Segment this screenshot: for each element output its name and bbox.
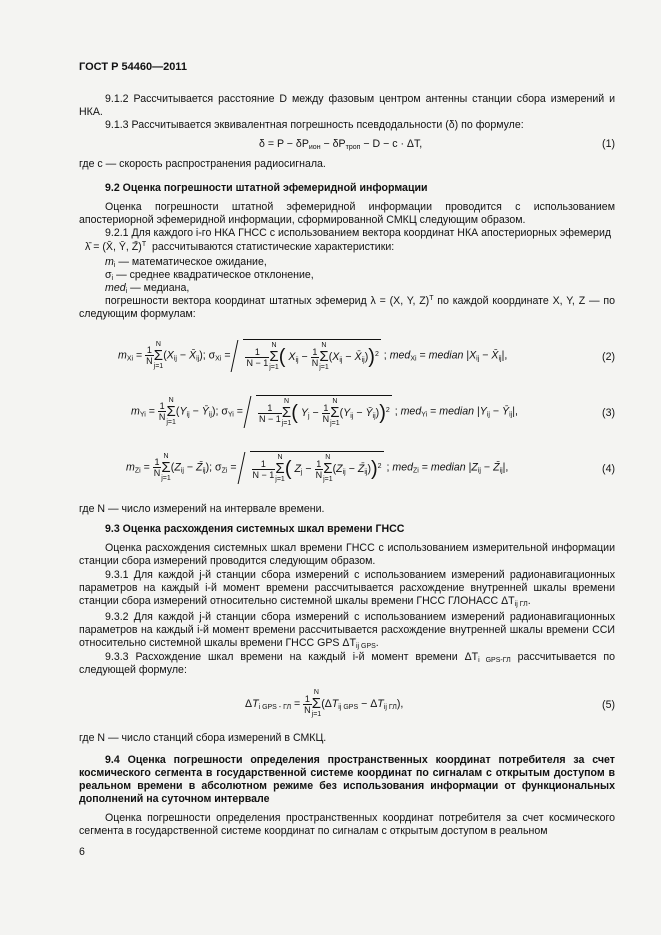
para-9-2-1-vector: погрешности вектора координат штатных эфемерид λ = (X, Y, Z)$^T$ по каждой координате X, Y, Z — по следующим формулам: bbox=[79, 295, 615, 320]
formula-3-number: (3) bbox=[602, 407, 615, 419]
formula-4-number: (4) bbox=[602, 463, 615, 475]
para-9-3-intro: Оценка расхождения системных шкал времени ГНСС с использованием измерительной информации станции сбора измерений проводится следующим образом. bbox=[79, 542, 615, 567]
para-9-2-1-cont: λ̄ = (X̄, Ȳ, Z̄)$^T$ рассчитываются статистические характеристики: bbox=[85, 241, 395, 253]
doc-code: ГОСТ Р 54460—2011 bbox=[79, 61, 187, 73]
formula-2 bbox=[79, 333, 615, 379]
heading-9-3: 9.3 Оценка расхождения системных шкал времени ГНСС bbox=[105, 523, 405, 535]
formula-4 bbox=[79, 445, 615, 491]
para-9-3-3: 9.3.3 Расхождение шкал времени на каждый i-й момент времени $\Delta T_{i GPS-ГЛ}$ рассчитывается по следующей формуле: bbox=[79, 651, 615, 676]
item-mean: $m_i$ — математическое ожидание, bbox=[105, 256, 267, 269]
item-median: med$_i$ — медиана, bbox=[105, 282, 190, 295]
formula-5-number: (5) bbox=[602, 699, 615, 711]
item-std: $\sigma_i$ — среднее квадратическое отклонение, bbox=[105, 269, 314, 282]
para-9-3-1: 9.3.1 Для каждой j-й станции сбора измерений с использованием измерений радионавигационных параметров на каждый i-й момент времени рассчитывается расхождение внутренней шкалы времени станции сбора измерений относительно системной шкалы времени ГНСС ГЛОНАСС $\Delta T_{ij ГЛ}$. bbox=[79, 569, 615, 608]
formula-5-expr: $\Delta T_{i GPS - ГЛ}$ = $\frac{1}{N}$ N Σ $j=1(\Delta T_{ij GPS} - \Delta T_{ij ГЛ})$, bbox=[245, 689, 404, 718]
where-c: где c — скорость распространения радиосигнала. bbox=[79, 158, 326, 170]
formula-1 bbox=[79, 134, 615, 156]
where-n: где N — число измерений на интервале времени. bbox=[79, 503, 325, 515]
formula-5 bbox=[79, 685, 615, 725]
formula-1-number: (1) bbox=[602, 138, 615, 150]
where-n-stations: где N — число станций сбора измерений в СМКЦ. bbox=[79, 732, 327, 744]
para-9-1-3: 9.1.3 Рассчитывается эквивалентная погрешность псевдодальности (δ) по формуле: bbox=[105, 119, 524, 131]
para-9-4: Оценка погрешности определения пространственных координат потребителя за счет космического сегмента в государственной системе координат по сигналам с открытым доступом в реальном bbox=[79, 812, 615, 837]
page-number: 6 bbox=[79, 846, 85, 858]
heading-9-2: 9.2 Оценка погрешности штатной эфемеридной информации bbox=[105, 182, 428, 194]
para-9-3-2: 9.3.2 Для каждой j-й станции сбора измерений с использованием измерений радионавигационных параметров на каждый i-й момент времени рассчитывается расхождение внутренней шкалы времени ССИ относительно системной шкалы времени ГНСС GPS $\Delta T_{ij GPS}$. bbox=[79, 611, 615, 650]
formula-3 bbox=[79, 389, 615, 435]
lambda-vector: λ̄ = (X̄, Ȳ, Z̄) bbox=[85, 241, 142, 253]
para-9-1-2: 9.1.2 Рассчитывается расстояние D между фазовым центром антенны станции сбора измерений и НКА. bbox=[79, 93, 615, 118]
formula-4-expr: $m_{Zi}$ = $\frac{1}{N}$ N Σ $j=1(Z_{ij}$ − $Z̄_{ij}$); $\sigma_{Zi}$ = $\frac{1}{N - 1}$ N Σ j=1( $Z_j$ − $\frac{1}{N}$ N Σ $j=1(Z_{ij}$ − $Z̄_{ij}))^2$ ; med$_{Zi}$ = median $|Z_{ij}$ − $Z̄_{ij}|$, bbox=[126, 452, 509, 483]
formula-1-expr: $\delta = P - \delta P_{ион} - \delta P_{троп} - D - c \cdot \Delta T$, bbox=[259, 138, 423, 151]
heading-9-4: 9.4 Оценка погрешности определения пространственных координат потребителя за счет космического сегмента в государственной системе координат по сигналам с открытым доступом в реальном времени в абсолютном режиме без использования информации от функциональных дополнений на суточном интервале bbox=[79, 754, 615, 805]
para-9-2-intro: Оценка погрешности штатной эфемеридной информации проводится с использованием апостериорной эфемеридной информации, сформированной СМКЦ следующим образом. bbox=[79, 201, 615, 226]
formula-3-expr: $m_{Yi}$ = $\frac{1}{N}$ N Σ $j=1(Y_{ij}$ − $Ȳ_{ij}$); $\sigma_{Yi}$ = $\frac{1}{N - 1}$ N Σ j=1( $Y_j$ − $\frac{1}{N}$ N Σ $j=1(Y_{ij}$ − $Ȳ_{ij}))^2$ ; med$_{Yi}$ = median $|Y_{ij}$ − $Ȳ_{ij}|$, bbox=[131, 396, 518, 427]
formula-2-expr: $m_{Xi}$ = $\frac{1}{N}$ N Σ $j=1(X_{ij}$ − $X̄_{ij}$); $\sigma_{Xi}$ = $\frac{1}{N - 1}$ N Σ j=1( $X_{ij}$ − $\frac{1}{N}$ N Σ $j=1(X_{ij}$ − $X̄_{ij}))^2$ ; med$_{Xi}$ = median $|X_{ij}$ − $X̄_{ij}|$, bbox=[118, 340, 508, 371]
para-9-2-1: 9.2.1 Для каждого i-го НКА ГНСС с использованием вектора координат НКА апостериорных эфемерид bbox=[105, 227, 612, 239]
formula-2-number: (2) bbox=[602, 351, 615, 363]
